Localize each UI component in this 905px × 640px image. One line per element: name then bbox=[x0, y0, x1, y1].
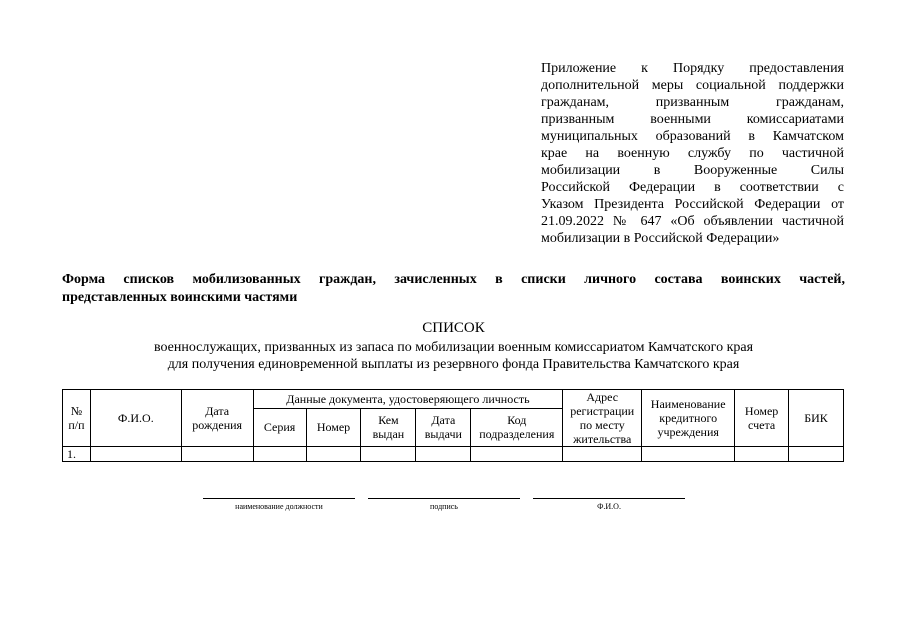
appendix-line: Приложение к Порядку предоставления bbox=[541, 61, 844, 76]
form-title-line-2: представленных воинскими частями bbox=[62, 290, 298, 305]
appendix-line: дополнительной меры социальной поддержки bbox=[541, 78, 844, 93]
table-cell bbox=[361, 447, 416, 462]
appendix-line: гражданам, призванным гражданам, bbox=[541, 95, 844, 110]
table-cell bbox=[563, 447, 642, 462]
signature-position-line: наименование должности bbox=[203, 498, 355, 511]
appendix-line: муниципальных образований в Камчатском bbox=[541, 129, 844, 144]
col-header-fio: Ф.И.О. bbox=[90, 390, 181, 447]
col-header-number: Номер bbox=[306, 408, 361, 446]
col-header-address: Адрес регистрации по месту жительства bbox=[563, 390, 642, 447]
table-cell bbox=[181, 447, 253, 462]
list-subtitle-line-1: военнослужащих, призванных из запаса по мобилизации военным комиссариатом Камчатского края bbox=[153, 340, 754, 355]
col-header-division-code: Код подразделения bbox=[471, 408, 563, 446]
list-table bbox=[62, 389, 844, 462]
list-subtitle-line-2: для получения единовременной выплаты из резервного фонда Правительства Камчатского края bbox=[167, 357, 740, 372]
appendix-line: Указом Президента Российской Федерации от bbox=[541, 197, 844, 212]
table-row bbox=[63, 447, 844, 462]
col-header-series: Серия bbox=[253, 408, 306, 446]
signature-fio-line: Ф.И.О. bbox=[533, 498, 685, 511]
col-header-issue-date: Дата выдачи bbox=[416, 408, 471, 446]
table-cell bbox=[416, 447, 471, 462]
appendix-line: 21.09.2022 № 647 «Об объявлении частичной bbox=[541, 214, 844, 229]
table-cell bbox=[253, 447, 306, 462]
col-header-birth-date: Дата рождения bbox=[181, 390, 253, 447]
appendix-line: мобилизации в Российской Федерации» bbox=[541, 231, 780, 246]
form-title bbox=[62, 271, 845, 307]
col-header-account: Номер счета bbox=[735, 390, 789, 447]
table-cell bbox=[789, 447, 844, 462]
appendix-note bbox=[541, 60, 844, 247]
signature-sign-line: подпись bbox=[368, 498, 520, 511]
appendix-line: Российской Федерации в соответствии с bbox=[541, 180, 844, 195]
appendix-line: мобилизации в Вооруженные Силы bbox=[541, 163, 844, 178]
appendix-line: призванным военными комиссариатами bbox=[541, 112, 844, 127]
col-header-issued-by: Кем выдан bbox=[361, 408, 416, 446]
appendix-line: крае на военную службу по частичной bbox=[541, 146, 844, 161]
table-cell bbox=[735, 447, 789, 462]
list-heading bbox=[62, 320, 845, 373]
table-cell bbox=[471, 447, 563, 462]
col-header-bank: Наименование кредитного учреждения bbox=[642, 390, 735, 447]
table-cell bbox=[306, 447, 361, 462]
row-number-cell: 1. bbox=[63, 447, 91, 462]
table-cell bbox=[642, 447, 735, 462]
form-title-line-1: Форма списков мобилизованных граждан, зачисленных в списки личного состава воинских частей, bbox=[62, 272, 845, 287]
col-header-bik: БИК bbox=[789, 390, 844, 447]
col-header-document-group: Данные документа, удостоверяющего личность bbox=[253, 390, 563, 409]
list-title: СПИСОК bbox=[422, 320, 485, 336]
table-cell bbox=[90, 447, 181, 462]
col-header-num: № п/п bbox=[63, 390, 91, 447]
